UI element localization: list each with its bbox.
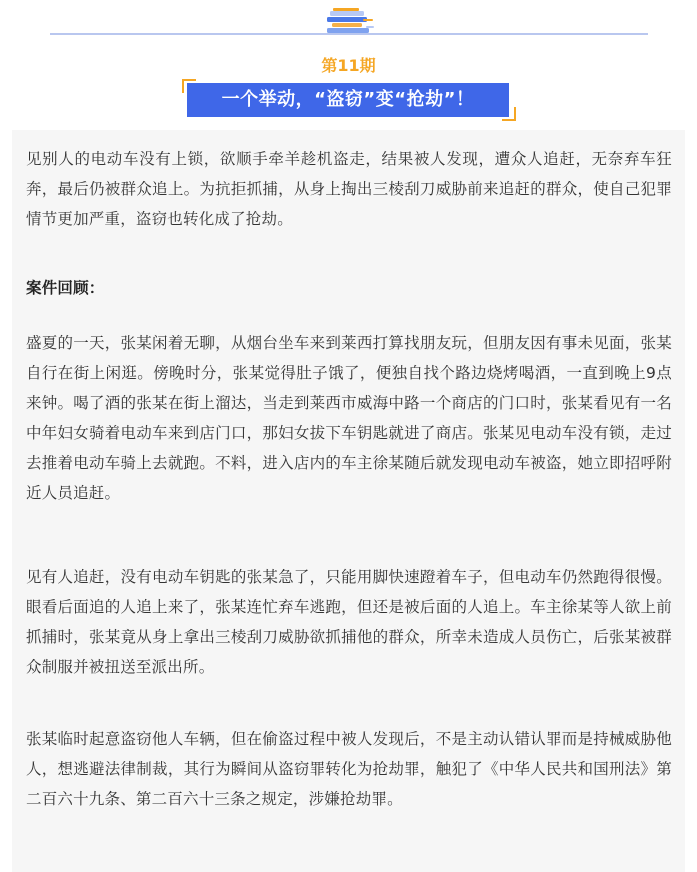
article-title: 一个举动，“盗窃”变“抢劫”！ xyxy=(187,83,509,117)
intro-paragraph: 见别人的电动车没有上锁，欲顺手牵羊趁机盗走，结果被人发现，遭众人追赶，无奈弃车狂奔，最后仍被群众追上。为抗拒抓捕，从身上掏出三棱刮刀威胁前来追赶的群众，使自己犯罪情节更加严重，盗窃也转化成了抢劫。 xyxy=(26,150,672,228)
header-divider xyxy=(50,33,648,35)
article-body xyxy=(12,130,685,872)
title-banner xyxy=(182,79,516,121)
article-header xyxy=(0,0,697,130)
section-heading: 案件回顾： xyxy=(26,279,105,297)
case-paragraph-2: 见有人追赶，没有电动车钥匙的张某急了，只能用脚快速蹬着车子，但电动车仍然跑得很慢。眼看后面追的人追上来了，张某连忙弃车逃跑，但还是被后面的人追上。车主徐某等人欲上前抓捕时，张某竟从身上拿出三棱刮刀威胁欲抓捕他的群众，所幸未造成人员伤亡，后张某被群众制服并被扭送至派出所。 xyxy=(26,568,672,676)
books-stack-icon xyxy=(319,8,377,34)
issue-number: 第11期 xyxy=(321,56,376,75)
case-paragraph-1: 盛夏的一天，张某闲着无聊，从烟台坐车来到莱西打算找朋友玩，但朋友因有事未见面，张某自行在街上闲逛。傍晚时分，张某觉得肚子饿了，便独自找个路边烧烤喝酒，一直到晚上9点来钟。喝了酒的张某在街上溜达，当走到莱西市威海中路一个商店的门口时，张某看见有一名中年妇女骑着电动车来到店门口，那妇女拔下车钥匙就进了商店。张某见电动车没有锁，走过去推着电动车骑上去就跑。不料，进入店内的车主徐某随后就发现电动车被盗，她立即招呼附近人员追赶。 xyxy=(26,334,672,502)
legal-analysis-paragraph: 张某临时起意盗窃他人车辆，但在偷盗过程中被人发现后，不是主动认错认罪而是持械威胁他人，想逃避法律制裁，其行为瞬间从盗窃罪转化为抢劫罪，触犯了《中华人民共和国刑法》第二百六十九条、第二百六十三条之规定，涉嫌抢劫罪。 xyxy=(26,730,672,808)
